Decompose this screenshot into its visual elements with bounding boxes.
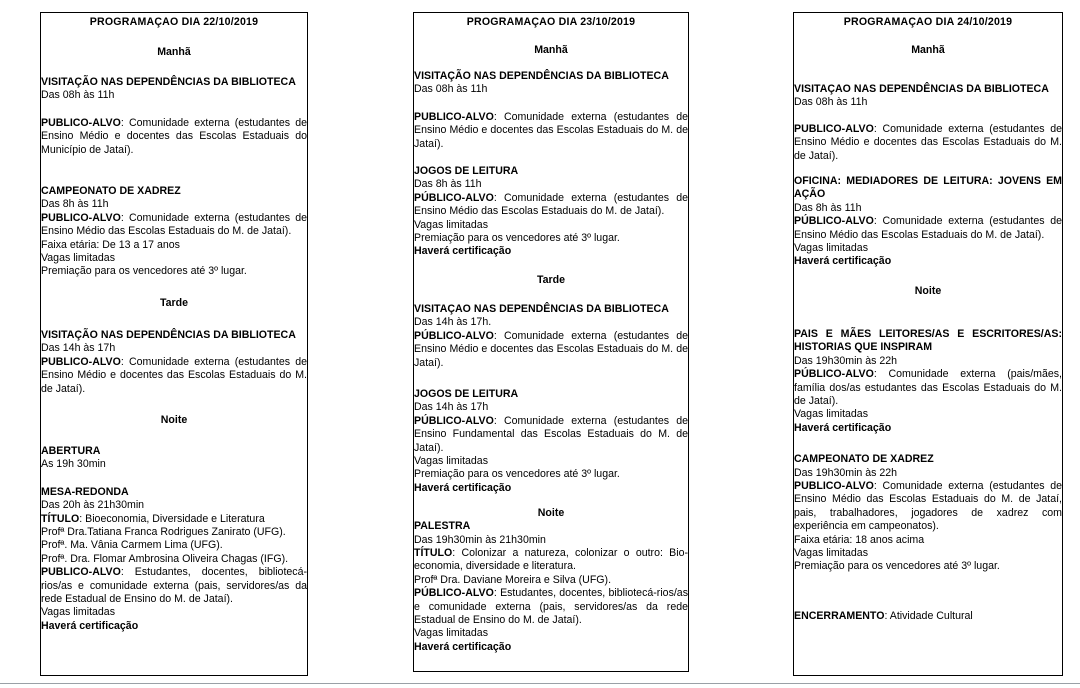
column-header: PROGRAMAÇAO DIA 22/10/2019 (89, 16, 259, 28)
activity-vacancies: Vagas limitadas (794, 242, 868, 255)
activity-audience: PUBLICO-ALVO: Estudantes, docentes, bibliotecá-rios/as e comunidade externa (pais, servidores/as da rede Estadual de Ensino do M. de Jataí). (41, 566, 307, 605)
activity-time: Das 8h às 11h (414, 178, 482, 191)
activity-time: Das 14h às 17h. (414, 316, 492, 329)
activity-certification: Haverá certificação (414, 481, 512, 494)
activity-time: Das 08h às 11h (41, 89, 115, 102)
activity-audience: PÚBLICO-ALVO: Comunidade externa (estudantes de Ensino Médio e docentes das Escolas Estaduais do M. de Jataí). (414, 329, 688, 369)
column-header: PROGRAMAÇAO DIA 23/10/2019 (466, 16, 636, 28)
activity-title: CAMPEONATO DE XADREZ (41, 185, 181, 198)
activity-audience: PUBLICO-ALVO: Comunidade externa (estudantes de Ensino Médio e docentes das Escolas Estaduais do Município de Jataí). (41, 116, 307, 156)
section-night: Noite (914, 284, 942, 297)
activity-title: MESA-REDONDA (41, 485, 129, 498)
page-bottom-rule (0, 683, 1080, 684)
activity-audience: PUBLICO-ALVO: Comunidade externa (estudantes de Ensino Médio das Escolas Estaduais do M. de Jataí). (41, 211, 307, 238)
activity-time: Das 8h às 11h (794, 201, 862, 214)
activity-vacancies: Vagas limitadas (794, 546, 868, 559)
activity-audience: PUBLICO-ALVO: Comunidade externa (estudantes de Ensino Médio e docentes das Escolas Estaduais do M. de Jataí). (41, 355, 307, 395)
activity-audience: PÚBLICO-ALVO: Comunidade externa (estudantes de Ensino Médio das Escolas Estaduais do M. de Jataí). (794, 215, 1062, 241)
speaker: Profª. Dra. Flomar Ambrosina Oliveira Chagas (IFG). (41, 552, 289, 565)
activity-prize: Premiação para os vencedores até 3º lugar. (414, 468, 620, 481)
column-header: PROGRAMAÇAO DIA 24/10/2019 (843, 16, 1013, 28)
section-night: Noite (160, 413, 188, 426)
closing-activity: ENCERRAMENTO: Atividade Cultural (794, 609, 973, 622)
activity-title: PALESTRA (414, 520, 471, 533)
activity-topic: TÍTULO: Bioeconomia, Diversidade e Literatura (41, 512, 265, 525)
speaker: Profª. Ma. Vânia Carmem Lima (UFG). (41, 539, 223, 552)
activity-title: ABERTURA (41, 444, 101, 457)
activity-age-range: Faixa etária: 18 anos acima (794, 533, 925, 546)
speaker: Profª Dra. Daviane Moreira e Silva (UFG). (414, 573, 612, 586)
activity-time: Das 19h30min às 22h (794, 466, 898, 479)
activity-prize: Premiação para os vencedores até 3º lugar. (414, 232, 620, 245)
speaker: Profª Dra.Tatiana Franca Rodrigues Zanirato (UFG). (41, 525, 286, 538)
activity-title: VISITAÇÃO NAS DEPENDÊNCIAS DA BIBLIOTECA (41, 76, 296, 88)
activity-vacancies: Vagas limitadas (41, 252, 115, 265)
schedule-column-day-22 (40, 12, 308, 676)
section-morning: Manhã (157, 46, 191, 58)
activity-audience: PUBLICO-ALVO: Comunidade externa (estudantes de Ensino Médio e docentes das Escolas Estaduais do M. de Jataí). (414, 110, 688, 150)
activity-vacancies: Vagas limitadas (414, 218, 488, 231)
activity-time: Das 8h às 11h (41, 198, 109, 211)
activity-time: Das 08h às 11h (794, 96, 868, 109)
schedule-column-day-23 (413, 12, 689, 672)
activity-audience: PÚBLICO-ALVO: Comunidade externa (pais/mães, família dos/as estudantes das Escolas Estaduais do M. de Jataí). (794, 368, 1062, 407)
activity-title: OFICINA: MEDIADORES DE LEITURA: JOVENS EM AÇÃO (794, 175, 1062, 201)
activity-certification: Haverá certificação (794, 255, 892, 268)
activity-certification: Haverá certificação (41, 619, 139, 632)
activity-certification: Haverá certificação (414, 245, 512, 258)
activity-audience: PÚBLICO-ALVO: Comunidade externa (estudantes de Ensino Médio das Escolas Estaduais do M. de Jataí). (414, 191, 688, 218)
activity-title: VISITAÇÃO NAS DEPENDÊNCIAS DA BIBLIOTECA (41, 328, 296, 341)
activity-audience: PUBLICO-ALVO: Comunidade externa (estudantes de Ensino Médio das Escolas Estaduais do M. de Jataí, pais, trabalhadores, jogadores de xadrez com experiência em campeonatos). (794, 479, 1062, 533)
activity-title: VISITAÇAO NAS DEPENDÊNCIAS DA BIBLIOTECA (414, 302, 669, 315)
activity-title: JOGOS DE LEITURA (414, 387, 519, 400)
section-morning: Manhã (911, 44, 945, 56)
activity-age-range: Faixa etária: De 13 a 17 anos (41, 238, 180, 251)
activity-title: VISITAÇÃO NAS DEPENDÊNCIAS DA BIBLIOTECA (414, 70, 669, 82)
activity-vacancies: Vagas limitadas (794, 408, 868, 421)
activity-certification: Haverá certificação (794, 421, 892, 434)
activity-time: Das 19h30min às 22h (794, 354, 898, 367)
section-afternoon: Tarde (159, 296, 189, 309)
activity-prize: Premiação para os vencedores até 3º lugar. (41, 265, 247, 278)
activity-title: VISITAÇAO NAS DEPENDÊNCIAS DA BIBLIOTECA (794, 83, 1049, 95)
activity-time: Das 20h às 21h30min (41, 499, 145, 512)
activity-time: Das 14h às 17h (414, 401, 489, 414)
activity-vacancies: Vagas limitadas (414, 454, 488, 467)
section-night: Noite (537, 507, 565, 520)
activity-audience: PÚBLICO-ALVO: Comunidade externa (estudantes de Ensino Fundamental das Escolas Estaduais do M. de Jataí). (414, 414, 688, 454)
activity-prize: Premiação para os vencedores até 3º lugar. (794, 560, 1000, 573)
activity-title: JOGOS DE LEITURA (414, 165, 519, 178)
activity-audience: PUBLICO-ALVO: Comunidade externa (estudantes de Ensino Médio e docentes das Escolas Estaduais do M. de Jataí). (794, 122, 1062, 162)
activity-title: CAMPEONATO DE XADREZ (794, 453, 934, 466)
activity-vacancies: Vagas limitadas (41, 606, 115, 619)
activity-audience: PÚBLICO-ALVO: Estudantes, docentes, bibliotecá-rios/as e comunidade externa (pais, servidores/as da rede Estadual de Ensino do M. de Jataí). (414, 587, 688, 626)
activity-title: PAIS E MÃES LEITORES/AS E ESCRITORES/AS: HISTORIAS QUE INSPIRAM (794, 327, 1062, 354)
activity-topic: TÍTULO: Colonizar a natureza, colonizar o outro: Bio-economia, diversidade e literatura. (414, 546, 688, 573)
activity-time: As 19h 30min (41, 458, 106, 471)
section-afternoon: Tarde (536, 273, 566, 286)
section-morning: Manhã (534, 44, 568, 56)
activity-time: Das 14h às 17h (41, 342, 116, 355)
activity-certification: Haverá certificação (414, 640, 512, 653)
activity-time: Das 19h30min às 21h30min (414, 533, 546, 546)
schedule-column-day-24 (793, 12, 1063, 676)
activity-time: Das 08h às 11h (414, 83, 488, 96)
activity-vacancies: Vagas limitadas (414, 627, 488, 640)
